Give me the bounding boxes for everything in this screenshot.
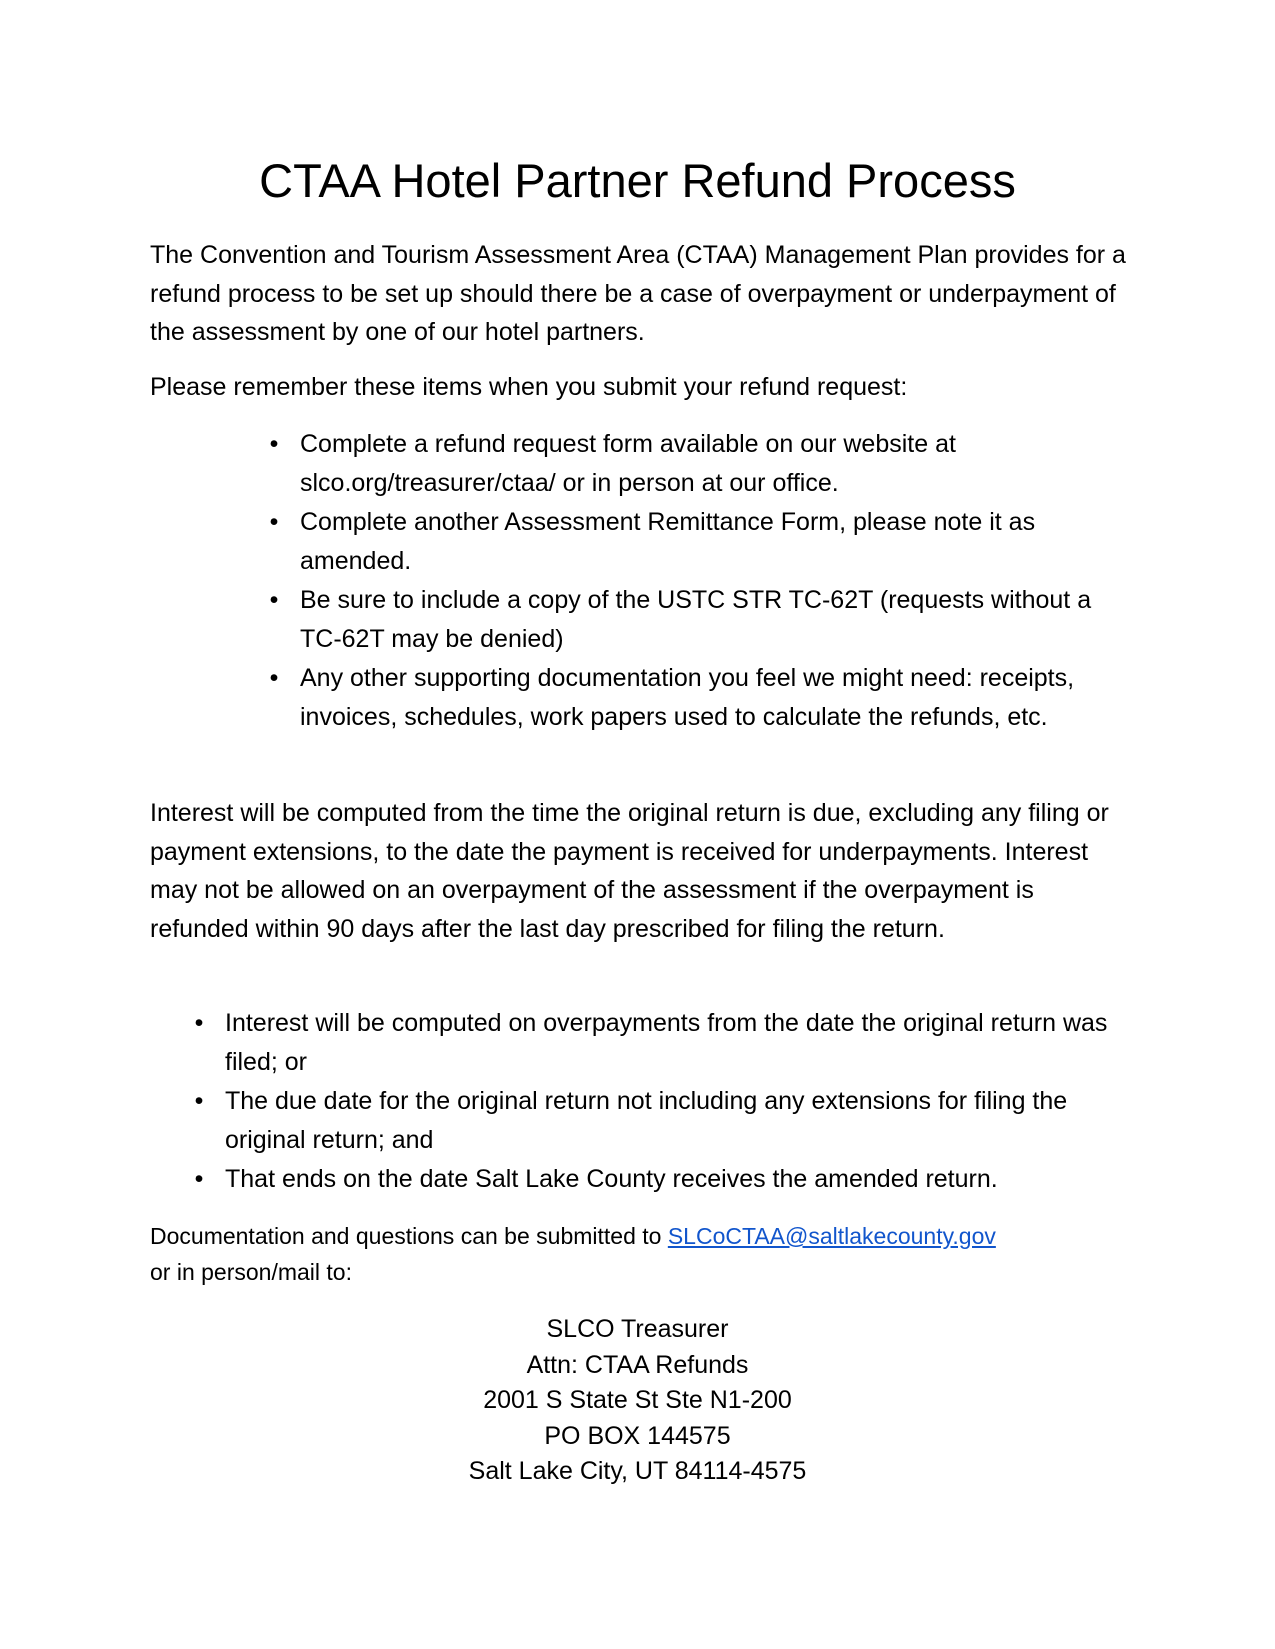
list-item-text: That ends on the date Salt Lake County receives the amended return. bbox=[225, 1165, 998, 1193]
bullet-icon: • bbox=[269, 508, 279, 536]
interest-paragraph: Interest will be computed from the time the original return is due, excluding any filing or payment extensions, to the date the payment is received for underpayments. Interest may not be allowed on an overpayment of the assessment if the overpayment is refunded within 90 days after the last day prescribed for filing the return. bbox=[150, 799, 1109, 943]
bullet-icon: • bbox=[269, 586, 279, 614]
bullet-icon: • bbox=[194, 1165, 204, 1193]
address-line: PO BOX 144575 bbox=[544, 1421, 731, 1450]
list-item-text: Complete a refund request form available on our website at slco.org/treasurer/ctaa/ or in person at our office. bbox=[300, 430, 956, 497]
address-line: Attn: CTAA Refunds bbox=[526, 1350, 749, 1379]
request-items-list bbox=[269, 425, 1130, 737]
document-title: CTAA Hotel Partner Refund Process bbox=[259, 154, 1016, 207]
list-item bbox=[269, 581, 1130, 658]
bullet-icon: • bbox=[194, 1087, 204, 1115]
list-item bbox=[194, 1004, 1130, 1081]
interest-items-list bbox=[194, 1004, 1130, 1200]
list-item-text: Interest will be computed on overpayments from the date the original return was filed; or bbox=[225, 1009, 1108, 1076]
list-item-text: Any other supporting documentation you feel we might need: receipts, invoices, schedules, work papers used to calculate the refunds, etc. bbox=[300, 664, 1075, 731]
bullet-icon: • bbox=[269, 664, 279, 692]
intro-paragraph: The Convention and Tourism Assessment Area (CTAA) Management Plan provides for a refund process to be set up should there be a case of overpayment or underpayment of the assessment by one of our hotel partners. bbox=[150, 241, 1126, 346]
address-line: SLCO Treasurer bbox=[546, 1315, 729, 1343]
list-item-text: The due date for the original return not including any extensions for filing the original return; and bbox=[225, 1087, 1068, 1154]
contact-prefix: Documentation and questions can be submitted to bbox=[150, 1223, 668, 1249]
bullet-icon: • bbox=[269, 430, 279, 458]
bullet-icon: • bbox=[194, 1009, 204, 1037]
list-item bbox=[194, 1082, 1130, 1159]
mailing-address bbox=[0, 1312, 1275, 1490]
list-item-text: Be sure to include a copy of the USTC STR TC-62T (requests without a TC-62T may be denied) bbox=[300, 586, 1092, 653]
contact-paragraph bbox=[150, 1218, 1130, 1290]
remember-paragraph: Please remember these items when you submit your refund request: bbox=[150, 373, 908, 401]
address-line: 2001 S State St Ste N1-200 bbox=[483, 1386, 792, 1414]
list-item bbox=[269, 503, 1130, 580]
list-item bbox=[269, 425, 1130, 502]
list-item-text: Complete another Assessment Remittance Form, please note it as amended. bbox=[300, 508, 1036, 575]
contact-suffix: or in person/mail to: bbox=[150, 1259, 352, 1285]
list-item bbox=[269, 659, 1130, 736]
contact-email-link[interactable]: SLCoCTAA@saltlakecounty.gov bbox=[667, 1223, 996, 1249]
address-line: Salt Lake City, UT 84114-4575 bbox=[468, 1457, 807, 1485]
list-item bbox=[194, 1160, 1130, 1199]
